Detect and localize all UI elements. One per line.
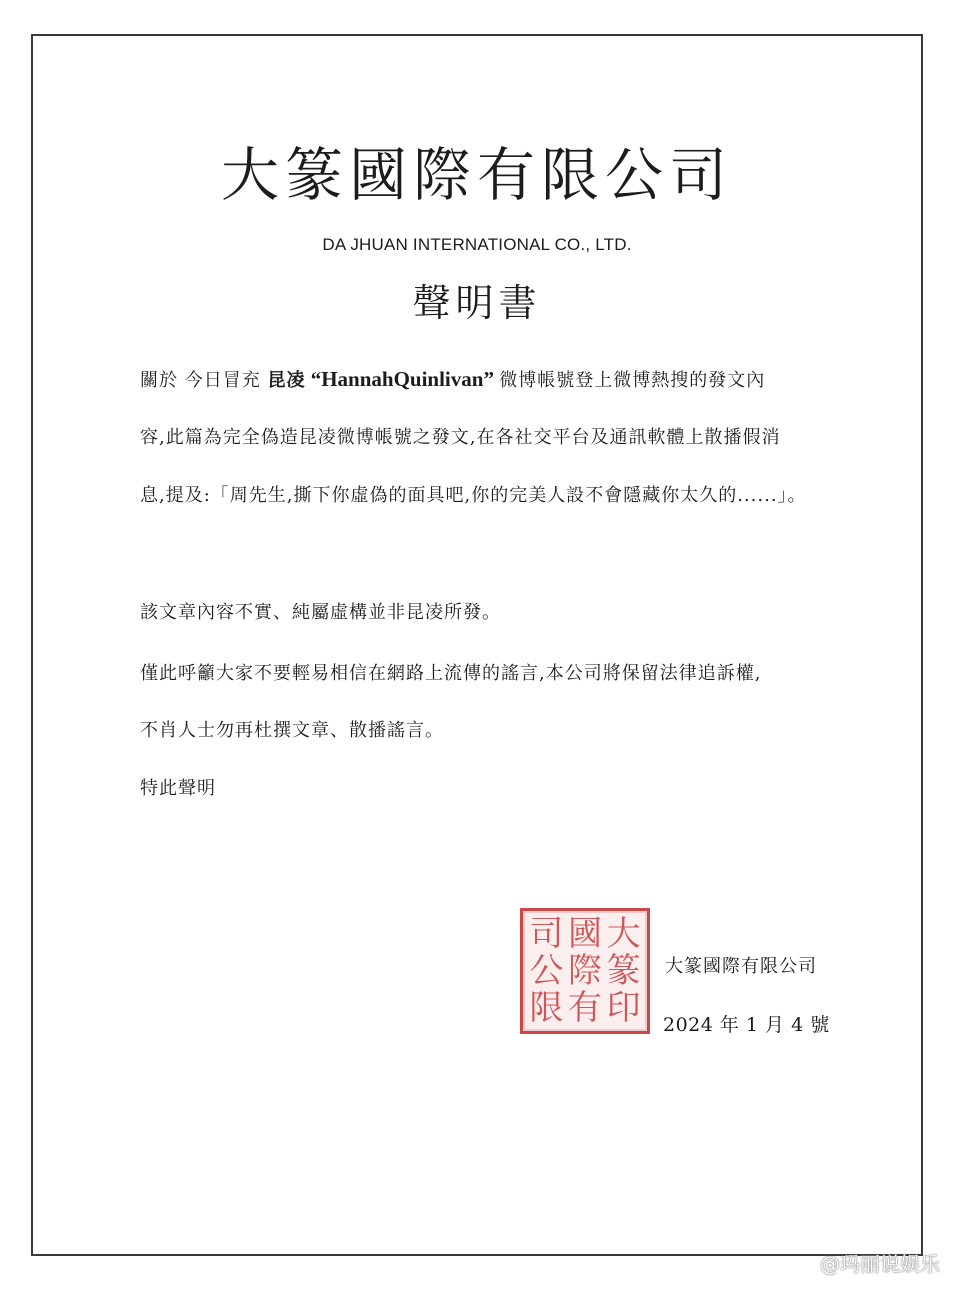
company-name-english: DA JHUAN INTERNATIONAL CO., LTD.: [322, 235, 632, 254]
seal-char: 國: [567, 913, 602, 954]
document-title: 聲明書: [412, 281, 542, 325]
paragraph-3-line-2: 不肖人士勿再杜撰文章、散播謠言。: [140, 720, 444, 741]
source-watermark: @玛丽说娱乐: [820, 1252, 940, 1276]
signature-company: 大篆國際有限公司: [665, 956, 817, 977]
seal-char: 有: [567, 988, 602, 1029]
seal-char: 篆: [606, 950, 641, 991]
signature-date: 2024 年 1 月 4 號: [663, 1014, 830, 1036]
paragraph-2: 該文章內容不實、純屬虛構並非昆凌所發。: [140, 602, 501, 623]
seal-char: 限: [529, 988, 564, 1029]
paragraph-1-intro-rest: 微博帳號登上微博熱搜的發文內: [499, 370, 766, 391]
company-name-chinese: 大篆國際有限公司: [220, 141, 733, 209]
paragraph-1-line-3: 息,提及:「周先生,撕下你虛偽的面具吧,你的完美人設不會隱藏你太久的......」。: [140, 485, 807, 506]
seal-char: 際: [567, 950, 602, 991]
paragraph-3-line-1: 僅此呼籲大家不要輕易相信在網路上流傳的謠言,本公司將保留法律追訴權,: [140, 663, 762, 684]
seal-char: 印: [606, 988, 641, 1029]
paragraph-1-intro: 關於 今日冒充: [140, 370, 268, 391]
closing-statement: 特此聲明: [140, 778, 216, 799]
paragraph-1-line-1: [140, 369, 765, 390]
paragraph-1-line-2: 容,此篇為完全偽造昆凌微博帳號之發文,在各社交平台及通訊軟體上散播假消: [140, 427, 781, 448]
seal-char: 司: [529, 913, 564, 954]
company-seal-stamp: [520, 908, 650, 1034]
weibo-account-name: “HannahQuinlivan”: [305, 367, 500, 391]
seal-char: 大: [606, 913, 641, 954]
seal-char: 公: [529, 950, 564, 991]
document-page: [31, 34, 923, 1256]
artist-name: 昆凌: [267, 370, 306, 391]
